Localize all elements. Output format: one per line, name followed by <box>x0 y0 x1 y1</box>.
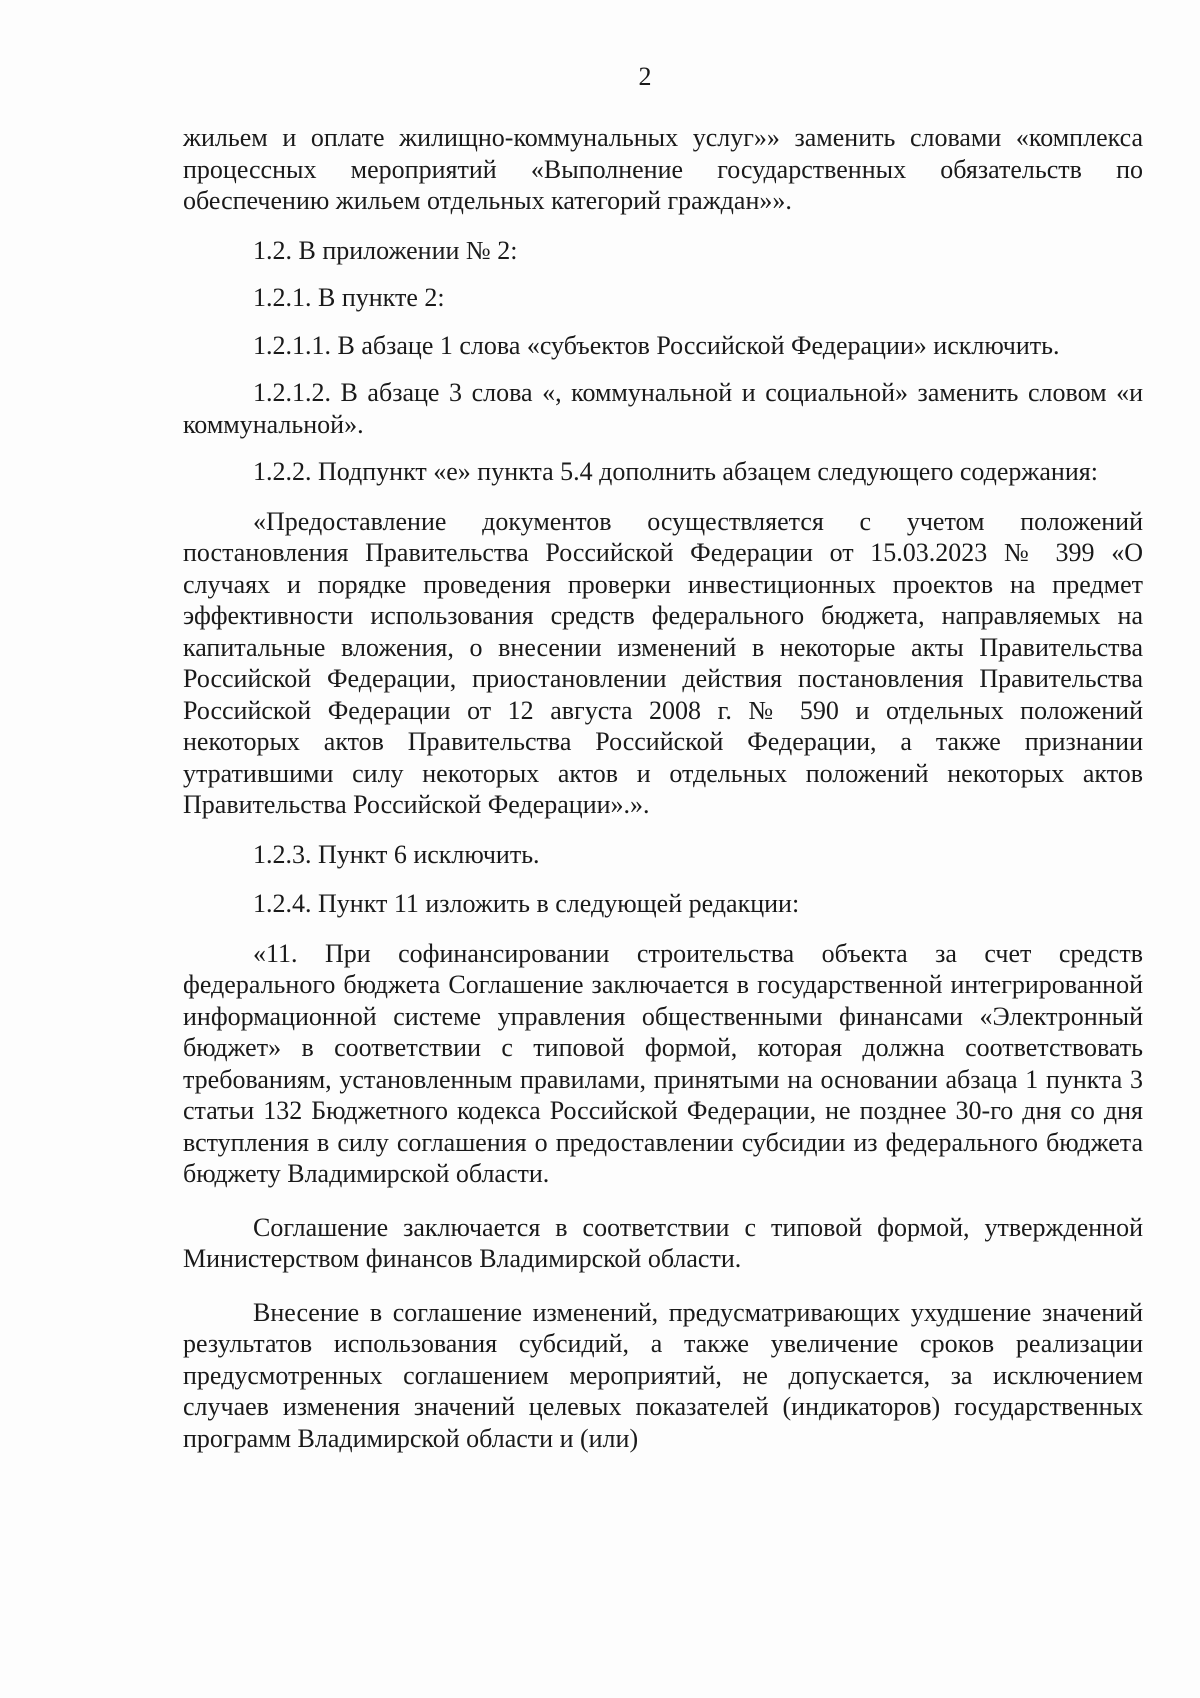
paragraph-amendments: Внесение в соглашение изменений, предусматривающих ухудшение значений результатов использования субсидий, а также увеличение сроков реализации предусмотренных соглашением мероприятий, не допускается, за исключением случаев изменения значений целевых показателей (индикаторов) государственных программ Владимирской области и (или) <box>183 1297 1143 1453</box>
paragraph-1-2-1-1: 1.2.1.1. В абзаце 1 слова «субъектов Российской Федерации» исключить. <box>253 330 1060 360</box>
paragraph-quote-documents: «Предоставление документов осуществляется с учетом положений постановления Правительства Российской Федерации от 15.03.2023 № 399 «О случаях и порядке проведения проверки инвестиционных проектов на предмет эффективности использования средств федерального бюджета, направляемых на капитальные вложения, о внесении изменений в некоторые акты Правительства Российской Федерации, приостановлении действия постановления Правительства Российской Федерации от 12 августа 2008 г. № 590 и отдельных положений некоторых актов Правительства Российской Федерации, а также признании утратившими силу некоторых актов и отдельных положений некоторых актов Правительства Российской Федерации».». <box>183 506 1143 819</box>
paragraph-1-2-1-2: 1.2.1.2. В абзаце 3 слова «, коммунальной и социальной» заменить словом «и коммунальной». <box>183 378 1143 439</box>
paragraph-1-2: 1.2. В приложении № 2: <box>253 235 518 265</box>
paragraph-1-2-2: 1.2.2. Подпункт «е» пункта 5.4 дополнить абзацем следующего содержания: <box>253 457 1098 486</box>
paragraph-continuation: жильем и оплате жилищно-коммунальных услуг»» заменить словами «комплекса процессных мероприятий «Выполнение государственных обязательств по обеспечению жильем отдельных категорий граждан»». <box>183 123 1143 215</box>
paragraph-1-2-4: 1.2.4. Пункт 11 изложить в следующей редакции: <box>253 889 800 918</box>
paragraph-1-2-1: 1.2.1. В пункте 2: <box>253 283 445 312</box>
paragraph-1-2-3: 1.2.3. Пункт 6 исключить. <box>253 839 540 869</box>
paragraph-point-11: «11. При софинансировании строительства объекта за счет средств федерального бюджета Соглашение заключается в государственной интегрированной информационной системе управления общественными финансами «Электронный бюджет» в соответствии с типовой формой, которая должна соответствовать требованиям, установленным правилами, принятыми на основании абзаца 1 пункта 3 статьи 132 Бюджетного кодекса Российской Федерации, не позднее 30-го дня со дня вступления в силу соглашения о предоставлении субсидии из федерального бюджета бюджету Владимирской области. <box>183 938 1143 1188</box>
paragraph-agreement: Соглашение заключается в соответствии с типовой формой, утвержденной Министерством финансов Владимирской области. <box>183 1212 1143 1273</box>
page-number: 2 <box>638 62 652 91</box>
document-body <box>183 122 1143 1454</box>
